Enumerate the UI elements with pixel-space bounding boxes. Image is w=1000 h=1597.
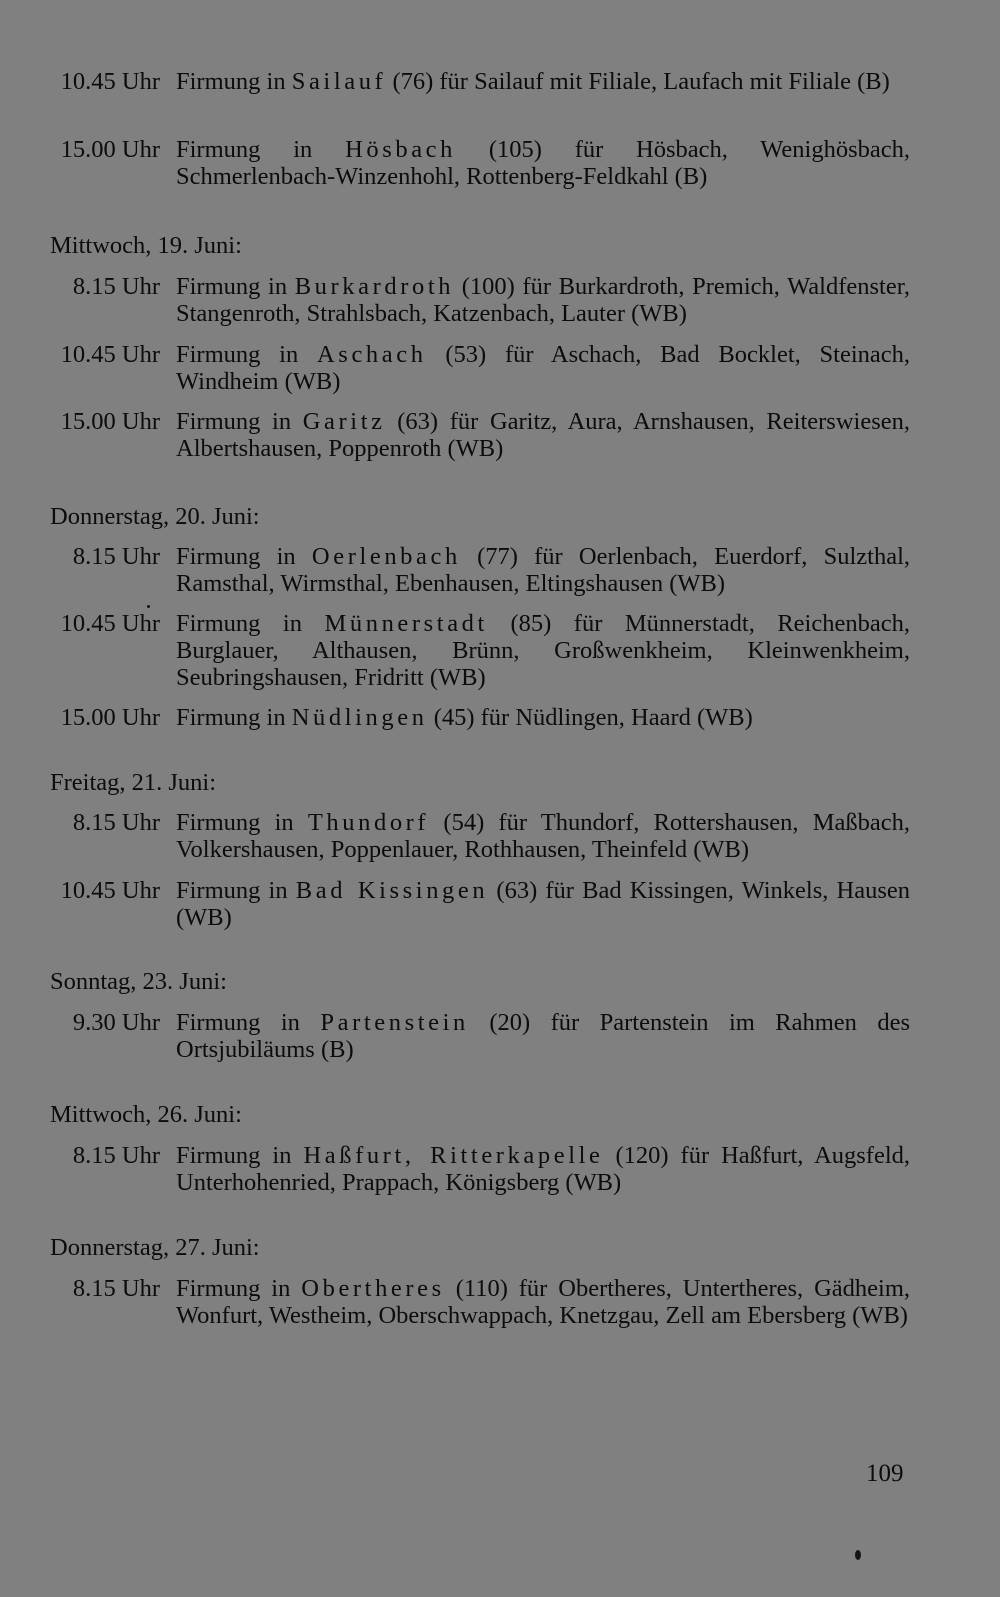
entry-prefix: Firmung in xyxy=(176,68,286,95)
schedule-entry xyxy=(40,136,910,190)
schedule-entry xyxy=(40,273,910,327)
entry-time: 8.15 Uhr xyxy=(72,1275,160,1302)
day-heading: Donnerstag, 27. Juni: xyxy=(50,1234,260,1261)
day-heading: Sonntag, 23. Juni: xyxy=(50,968,227,995)
entry-time: 8.15 Uhr xyxy=(72,1142,160,1169)
entry-text xyxy=(176,877,910,931)
entry-place: Garitz xyxy=(302,408,386,435)
entry-details: (120) für Haßfurt, Augsfeld, Unterhohenried, Prappach, Königsberg (WB) xyxy=(176,1142,911,1196)
entry-prefix: Firmung in xyxy=(176,1142,292,1169)
entry-prefix: Firmung in xyxy=(176,610,302,637)
entry-prefix: Firmung in xyxy=(176,809,294,836)
entry-time: 10.45 Uhr xyxy=(60,877,160,904)
schedule-entry xyxy=(40,68,910,95)
entry-details: (45) für Nüdlingen, Haard (WB) xyxy=(433,704,753,731)
entry-details: (53) für Aschach, Bad Bocklet, Steinach, Windheim (WB) xyxy=(176,341,911,395)
entry-time: 8.15 Uhr xyxy=(72,543,160,570)
entry-text xyxy=(176,1009,910,1063)
entry-prefix: Firmung in xyxy=(176,1009,300,1036)
entry-prefix: Firmung in xyxy=(176,273,288,300)
entry-prefix: Firmung in xyxy=(176,543,296,570)
ink-speck xyxy=(855,1550,861,1560)
entry-prefix: Firmung in xyxy=(176,877,288,904)
entry-text xyxy=(176,1275,910,1329)
entry-time: 15.00 Uhr xyxy=(60,704,160,731)
entry-details: (63) für Garitz, Aura, Arnshausen, Reiterswiesen, Albertshausen, Poppenroth (WB) xyxy=(176,408,910,462)
entry-time: 10.45 Uhr xyxy=(60,610,160,637)
entry-time: 8.15 Uhr xyxy=(72,273,160,300)
entry-text xyxy=(176,408,910,462)
ink-speck xyxy=(147,605,150,608)
schedule-entry xyxy=(40,704,910,731)
entry-prefix: Firmung in xyxy=(176,408,292,435)
entry-place: Haßfurt, Ritterkapelle xyxy=(303,1142,604,1169)
day-heading: Freitag, 21. Juni: xyxy=(50,769,217,796)
entry-time: 15.00 Uhr xyxy=(60,408,160,435)
entry-text xyxy=(176,610,910,691)
entry-text xyxy=(176,68,910,95)
schedule-entry xyxy=(40,1009,910,1063)
day-heading: Mittwoch, 26. Juni: xyxy=(50,1101,242,1128)
entry-place: Oerlenbach xyxy=(311,543,461,570)
entry-text xyxy=(176,273,910,327)
page-number: 109 xyxy=(866,1460,904,1487)
entry-prefix: Firmung in xyxy=(176,136,313,163)
entry-place: Burkardroth xyxy=(294,273,455,300)
entry-details: (63) für Bad Kissingen, Winkels, Hausen (WB) xyxy=(176,877,911,931)
entry-text xyxy=(176,341,910,395)
schedule-entry xyxy=(40,610,910,691)
schedule-entry xyxy=(40,341,910,395)
entry-time: 9.30 Uhr xyxy=(72,1009,160,1036)
day-heading: Mittwoch, 19. Juni: xyxy=(50,232,242,259)
entry-prefix: Firmung in xyxy=(176,1275,291,1302)
entry-place: Hösbach xyxy=(345,136,457,163)
entry-text xyxy=(176,543,910,597)
entry-details: (54) für Thundorf, Rottershausen, Maßbach, Volkershausen, Poppenlauer, Rothhausen, Theinfeld (WB) xyxy=(176,809,910,863)
entry-prefix: Firmung in xyxy=(176,341,299,368)
entry-text xyxy=(176,136,910,190)
entry-place: Aschach xyxy=(317,341,427,368)
entry-text xyxy=(176,704,910,731)
entry-details: (20) für Partenstein im Rahmen des Ortsjubiläums (B) xyxy=(176,1009,911,1063)
schedule-entry xyxy=(40,877,910,931)
schedule-entry xyxy=(40,543,910,597)
day-heading: Donnerstag, 20. Juni: xyxy=(50,503,260,530)
entry-place: Bad Kissingen xyxy=(295,877,489,904)
entry-time: 10.45 Uhr xyxy=(60,68,160,95)
entry-time: 10.45 Uhr xyxy=(60,341,160,368)
entry-place: Nüdlingen xyxy=(291,704,428,731)
entry-details: (77) für Oerlenbach, Euerdorf, Sulzthal, Ramsthal, Wirmsthal, Ebenhausen, Eltingshausen (WB) xyxy=(176,543,910,597)
entry-details: (85) für Münnerstadt, Reichenbach, Burglauer, Althausen, Brünn, Großwenkheim, Kleinwenkheim, Seubringshausen, Fridritt (WB) xyxy=(176,610,910,691)
entry-details: (105) für Hösbach, Wenighösbach, Schmerlenbach-Winzenhohl, Rottenberg-Feldkahl (B) xyxy=(176,136,911,190)
entry-details: (100) für Burkardroth, Premich, Waldfenster, Stangenroth, Strahlsbach, Katzenbach, Lauter (WB) xyxy=(176,273,911,327)
entry-text xyxy=(176,1142,910,1196)
entry-place: Thundorf xyxy=(307,809,430,836)
entry-place: Sailauf xyxy=(291,68,387,95)
entry-time: 15.00 Uhr xyxy=(60,136,160,163)
schedule-entry xyxy=(40,1142,910,1196)
schedule-entry xyxy=(40,809,910,863)
entry-place: Partenstein xyxy=(320,1009,469,1036)
schedule-entry xyxy=(40,408,910,462)
schedule-entry xyxy=(40,1275,910,1329)
entry-time: 8.15 Uhr xyxy=(72,809,160,836)
entry-text xyxy=(176,809,910,863)
entry-details: (76) für Sailauf mit Filiale, Laufach mit Filiale (B) xyxy=(392,68,890,95)
entry-prefix: Firmung in xyxy=(176,704,286,731)
entry-place: Obertheres xyxy=(301,1275,445,1302)
entry-details: (110) für Obertheres, Untertheres, Gädheim, Wonfurt, Westheim, Oberschwappach, Knetzgau, Zell am Ebersberg (WB) xyxy=(176,1275,911,1329)
entry-place: Münnerstadt xyxy=(324,610,488,637)
